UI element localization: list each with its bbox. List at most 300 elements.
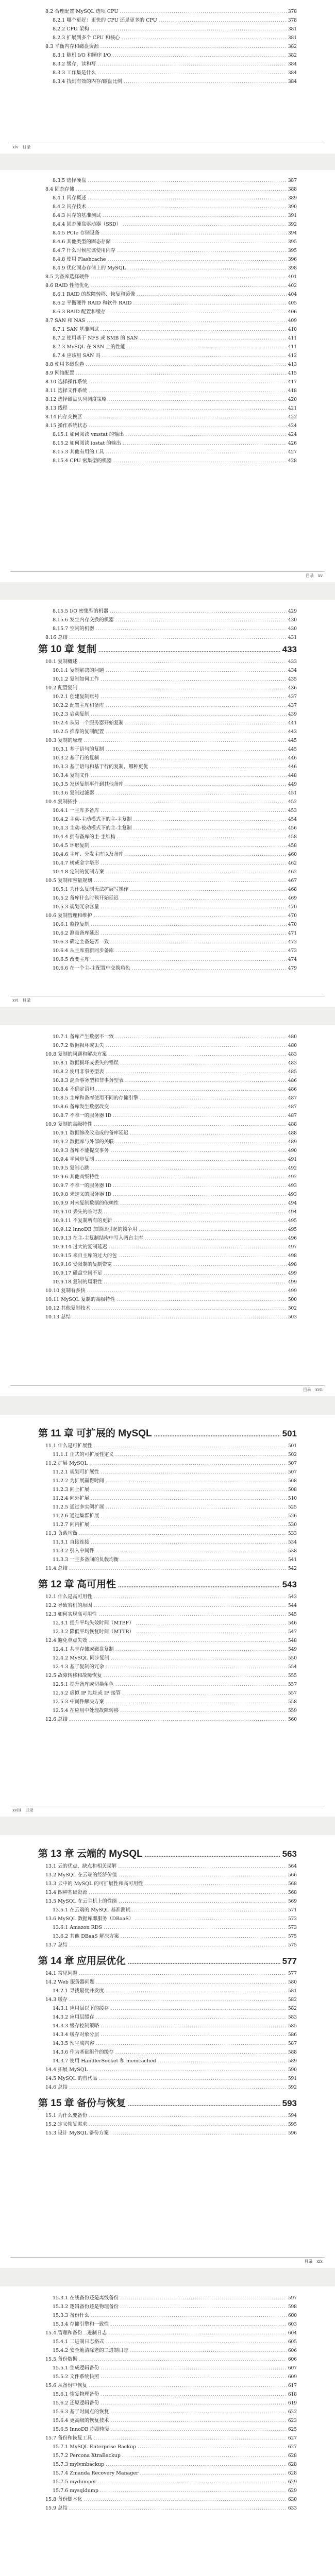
toc-entry[interactable] [38,255,297,264]
entry-title: 8.5 为备库选择硬件 [45,274,89,280]
toc-entry[interactable] [38,60,297,69]
leader-dots [88,194,287,202]
toc-entry[interactable] [38,1862,297,1871]
toc-entry[interactable] [38,33,297,42]
toc-entry[interactable] [38,675,297,684]
chapter-heading[interactable] [38,1426,297,1442]
entry-title: 11.3.3 一主多备间的负载均衡 [53,1557,119,1563]
toc-entry[interactable] [38,2129,297,2138]
page-6 [0,1835,335,2268]
toc-entry[interactable] [38,2022,297,2030]
toc-entry[interactable] [38,77,297,86]
toc-entry[interactable] [38,211,297,220]
toc-entry[interactable] [38,299,297,308]
toc-entry[interactable] [38,2416,297,2425]
entry-title: 8.7 SAN 和 NAS [45,318,86,324]
toc-entry[interactable] [38,2346,297,2355]
toc-entry[interactable] [38,2329,297,2337]
toc-entry[interactable] [38,1164,297,1173]
toc-entry[interactable] [38,1610,297,1619]
entry-title: 15.7.6 mysqldump [53,2488,98,2494]
toc-entry[interactable] [38,1671,297,1680]
entry-page-number: 446 [288,756,297,761]
toc-entry[interactable] [38,1923,297,1932]
entry-page-number: 489 [288,1140,297,1145]
leader-dots [113,1260,287,1269]
toc-entry[interactable] [38,911,297,920]
toc-entry[interactable] [38,938,297,946]
toc-entry[interactable] [38,69,297,77]
entry-page-number: 422 [288,415,297,420]
entry-page-number: 564 [288,1864,297,1869]
toc-entry[interactable] [38,1111,297,1120]
toc-entry[interactable] [38,841,297,850]
footer-label: 目录 [22,997,31,1003]
toc-entry[interactable] [38,1969,297,1978]
toc-entry[interactable] [38,1146,297,1155]
toc-entry[interactable] [38,745,297,754]
toc-entry[interactable] [38,1529,297,1538]
toc-entry[interactable] [38,1208,297,1216]
toc-entry[interactable] [38,421,297,430]
entry-page-number: 488 [288,1122,297,1127]
toc-entry[interactable] [38,273,297,281]
toc-entry[interactable] [38,1251,297,1260]
leader-dots [91,771,287,780]
toc-entry[interactable] [38,1645,297,1654]
toc-entry[interactable] [38,2486,297,2495]
toc-entry[interactable] [38,1032,297,1041]
toc-entry[interactable] [38,7,297,16]
toc-entry[interactable] [38,2443,297,2451]
toc-entry[interactable] [38,2083,297,2092]
toc-entry[interactable] [38,1879,297,1888]
toc-entry[interactable] [38,1181,297,1190]
toc-entry[interactable] [38,798,297,806]
leader-dots [106,727,287,736]
toc-entry[interactable] [38,2469,297,2478]
chapter-page-number: 433 [282,645,297,654]
footer-label: 目录 [25,1807,34,1812]
toc-entry[interactable] [38,194,297,202]
toc-entry[interactable] [38,2013,297,2022]
entry-title: 14.2 Web 服务器问题 [45,1979,95,1985]
toc-entry[interactable] [38,684,297,692]
toc-entry[interactable] [38,2311,297,2320]
leader-dots [106,745,287,754]
toc-entry[interactable] [38,1243,297,1251]
leader-dots [123,220,287,229]
toc-entry[interactable] [38,1313,297,1321]
toc-entry[interactable] [38,1914,297,1923]
entry-title: 15.7.1 MySQL Enterprise Backup [53,2444,137,2450]
toc-entry[interactable] [38,1442,297,1450]
chapter-heading[interactable] [38,1577,297,1592]
leader-dots [100,2486,287,2495]
toc-entry[interactable] [38,955,297,964]
entry-title: 11.1.1 正式的可扩展性定义 [53,1452,114,1458]
toc-entry[interactable] [38,220,297,229]
toc-entry[interactable] [38,666,297,675]
toc-entry[interactable] [38,929,297,938]
toc-entry[interactable] [38,1897,297,1906]
toc-entry[interactable] [38,2364,297,2372]
entry-title: 10.6.6 在一个主-主配置中交换角色 [53,965,130,971]
toc-entry[interactable] [38,946,297,955]
toc-entry[interactable] [38,2004,297,2013]
toc-entry[interactable] [38,1155,297,1164]
toc-entry[interactable] [38,1547,297,1555]
toc-entry[interactable] [38,378,297,386]
toc-entry[interactable] [38,238,297,246]
toc-entry[interactable] [38,1689,297,1698]
toc-entry[interactable] [38,885,297,894]
toc-entry[interactable] [38,2294,297,2302]
toc-entry[interactable] [38,833,297,841]
entry-page-number: 547 [288,1630,297,1635]
toc-entry[interactable] [38,903,297,911]
leader-dots [110,2416,287,2425]
toc-entry[interactable] [38,246,297,255]
toc-entry[interactable] [38,2451,297,2460]
entry-page-number: 558 [288,1700,297,1705]
entry-title: 10.4.1 一主库多备库 [53,808,99,814]
chapter-heading[interactable] [38,1954,297,1969]
toc-entry[interactable] [38,815,297,824]
leader-dots [120,2302,287,2311]
toc-entry[interactable] [38,1698,297,1706]
toc-entry[interactable] [38,2425,297,2434]
entry-title: 15.7.5 mydumper [53,2479,97,2485]
toc-entry[interactable] [38,2048,297,2057]
toc-entry[interactable] [38,1085,297,1094]
toc-entry[interactable] [38,868,297,876]
toc-entry[interactable] [38,2355,297,2364]
leader-dots [91,841,287,850]
toc-entry[interactable] [38,2434,297,2443]
entry-page-number: 378 [288,18,297,23]
toc-entry[interactable] [38,202,297,211]
toc-entry[interactable] [38,51,297,60]
entry-page-number: 569 [288,1899,297,1904]
toc-entry[interactable] [38,1503,297,1512]
toc-entry[interactable] [38,1041,297,1050]
toc-entry[interactable] [38,1138,297,1146]
toc-entry[interactable] [38,806,297,815]
toc-entry[interactable] [38,719,297,727]
toc-entry[interactable] [38,1477,297,1485]
entry-title: 13.7 总结 [45,1942,68,1948]
toc-entry[interactable] [38,1173,297,1181]
leader-dots [113,456,287,465]
toc-entry[interactable] [38,2111,297,2120]
toc-entry[interactable] [38,1234,297,1243]
toc-entry[interactable] [38,624,297,633]
leader-dots [94,911,287,920]
toc-entry[interactable] [38,607,297,616]
toc-entry[interactable] [38,824,297,833]
leader-dots [159,16,287,25]
entry-page-number: 595 [288,2122,297,2127]
leader-dots [117,246,287,255]
toc-entry[interactable] [38,633,297,642]
toc-entry[interactable] [38,1592,297,1601]
toc-entry[interactable] [38,859,297,868]
entry-title: 8.15.3 其他有用的工具 [53,449,104,455]
entry-title: 10.4.8 定制的复制方案 [53,869,104,875]
toc-entry[interactable] [38,264,297,273]
toc-entry[interactable] [38,727,297,736]
toc-list [38,607,297,1002]
toc-entry[interactable] [38,710,297,719]
toc-entry[interactable] [38,1555,297,1564]
toc-entry[interactable] [38,351,297,360]
leader-dots [94,1442,287,1450]
footer-label: 目录 [303,1387,311,1392]
toc-entry[interactable] [38,754,297,762]
entry-page-number: 434 [288,668,297,673]
entry-title: 10.8.5 主库和备库使用不同的存储引擎 [53,1095,139,1101]
toc-entry[interactable] [38,1225,297,1234]
entry-page-number: 471 [288,931,297,936]
leader-dots [69,2504,287,2513]
toc-entry[interactable] [38,1050,297,1059]
toc-entry[interactable] [38,2460,297,2469]
toc-entry[interactable] [38,850,297,859]
toc-entry[interactable] [38,290,297,299]
toc-entry[interactable] [38,1987,297,1995]
leader-dots [111,1654,287,1663]
page-footer [10,996,325,1004]
toc-entry[interactable] [38,1304,297,1313]
entry-title: 8.11 选择文件系统 [45,388,88,394]
toc-entry[interactable] [38,2120,297,2129]
toc-entry[interactable] [38,1715,297,1724]
toc-entry[interactable] [38,692,297,701]
toc-entry[interactable] [38,1286,297,1295]
toc-entry[interactable] [38,369,297,378]
entry-page-number: 431 [288,635,297,640]
leader-dots [103,211,287,220]
toc-entry[interactable] [38,456,297,465]
toc-entry[interactable] [38,1216,297,1225]
entry-title: 10.1.1 复制解决的问题 [53,668,104,673]
leader-dots [119,1251,287,1260]
toc-entry[interactable] [38,616,297,624]
toc-entry[interactable] [38,176,297,185]
toc-entry[interactable] [38,894,297,903]
entry-title: 15.6 从备份中恢复 [45,2383,88,2388]
toc-entry[interactable] [38,1059,297,1067]
entry-page-number: 406 [288,310,297,315]
toc-entry[interactable] [38,281,297,290]
toc-entry[interactable] [38,2337,297,2346]
toc-entry[interactable] [38,2065,297,2074]
toc-entry[interactable] [38,1888,297,1897]
toc-entry[interactable] [38,1941,297,1950]
toc-entry[interactable] [38,1538,297,1547]
toc-entry[interactable] [38,876,297,885]
leader-dots [149,762,287,771]
toc-entry[interactable] [38,1450,297,1459]
entry-title: 8.6.1 RAID 的故障转移、恢复和镜像 [53,292,136,297]
toc-entry[interactable] [38,2390,297,2399]
toc-entry[interactable] [38,920,297,929]
toc-entry[interactable] [38,657,297,666]
toc-entry[interactable] [38,2320,297,2329]
toc-entry[interactable] [38,964,297,973]
entry-page-number: 483 [288,1052,297,1057]
toc-entry[interactable] [38,430,297,439]
toc-entry[interactable] [38,395,297,404]
toc-entry[interactable] [38,1260,297,1269]
toc-entry[interactable] [38,2074,297,2083]
toc-entry[interactable] [38,1067,297,1076]
toc-entry[interactable] [38,1636,297,1645]
toc-entry[interactable] [38,2478,297,2486]
page-gap [0,2268,335,2286]
entry-title: 10.1 复制概述 [45,659,78,665]
leader-dots [128,1954,280,1969]
toc-entry[interactable] [38,413,297,421]
chapter-heading[interactable] [38,2096,297,2111]
toc-entry[interactable] [38,386,297,395]
toc-entry[interactable] [38,1512,297,1520]
entry-title: 10.9.11 不复制所有的更新 [53,1218,112,1224]
entry-page-number: 500 [288,1297,297,1302]
toc-entry[interactable] [38,229,297,238]
leader-dots [130,1129,287,1138]
entry-page-number: 625 [288,2427,297,2432]
entry-title: 10.4.6 主库、分发主库以及备库 [53,852,124,857]
toc-entry[interactable] [38,2381,297,2390]
chapter-page-number: 563 [282,1849,297,1859]
entry-title: 10.5.3 规划冗余容量 [53,904,99,910]
entry-page-number: 566 [288,1873,297,1878]
entry-page-number: 589 [288,2059,297,2064]
toc-entry[interactable] [38,780,297,789]
chapter-page-number: 593 [282,2098,297,2108]
toc-entry[interactable] [38,325,297,334]
entry-title: 8.2 合理配置 MySQL 选项 CPU [45,9,119,14]
toc-entry[interactable] [38,1199,297,1208]
toc-entry[interactable] [38,1906,297,1914]
entry-title: 8.2.2 CPU 架构 [53,26,89,32]
leader-dots [102,351,287,360]
toc-entry[interactable] [38,404,297,413]
toc-entry[interactable] [38,771,297,780]
toc-entry[interactable] [38,1871,297,1879]
toc-entry[interactable] [38,308,297,316]
toc-entry[interactable] [38,1663,297,1671]
entry-page-number: 586 [288,2032,297,2038]
toc-entry[interactable] [38,1459,297,1468]
toc-entry[interactable] [38,1468,297,1477]
toc-entry[interactable] [38,2057,297,2065]
leader-dots [88,202,287,211]
toc-entry[interactable] [38,789,297,798]
entry-title: 8.12 选择磁盘队列调度策略 [45,397,107,402]
entry-title: 10.9.17 磁盘空间不足 [53,1270,103,1276]
toc-entry[interactable] [38,762,297,771]
toc-entry[interactable] [38,2039,297,2048]
entry-page-number: 394 [288,231,297,236]
leader-dots [139,1225,287,1234]
entry-title: 10.2 配置复制 [45,685,78,691]
toc-entry[interactable] [38,25,297,33]
toc-entry[interactable] [38,1654,297,1663]
toc-entry[interactable] [38,42,297,51]
leader-dots [91,281,287,290]
toc-entry[interactable] [38,1995,297,2004]
toc-entry[interactable] [38,1485,297,1494]
toc-entry[interactable] [38,1601,297,1610]
toc-entry[interactable] [38,2372,297,2381]
toc-entry[interactable] [38,1706,297,1715]
toc-entry[interactable] [38,439,297,448]
toc-entry[interactable] [38,316,297,325]
toc-entry[interactable] [38,1628,297,1636]
toc-entry[interactable] [38,1190,297,1199]
toc-entry[interactable] [38,360,297,369]
toc-entry[interactable] [38,185,297,194]
toc-entry[interactable] [38,736,297,745]
toc-entry[interactable] [38,1094,297,1103]
toc-entry[interactable] [38,1076,297,1085]
toc-entry[interactable] [38,343,297,351]
toc-entry[interactable] [38,1120,297,1129]
toc-entry[interactable] [38,1129,297,1138]
toc-entry[interactable] [38,334,297,343]
entry-title: 15.5 备份数据 [45,2357,78,2362]
toc-entry[interactable] [38,1520,297,1529]
toc-entry[interactable] [38,2495,297,2504]
chapter-heading[interactable] [38,642,297,657]
toc-entry[interactable] [38,448,297,456]
toc-entry[interactable] [38,1619,297,1628]
toc-entry[interactable] [38,1269,297,1278]
toc-entry[interactable] [38,2302,297,2311]
entry-page-number: 411 [288,336,297,341]
entry-title: 10.3 复制的原理 [45,738,82,743]
leader-dots [113,1181,287,1190]
toc-entry[interactable] [38,701,297,710]
toc-entry[interactable] [38,2030,297,2039]
toc-entry[interactable] [38,1564,297,1573]
entry-page-number: 492 [288,1166,297,1171]
entry-title: 10.7.2 数据损坏或丢失 [53,1043,104,1048]
toc-entry[interactable] [38,1295,297,1304]
toc-entry[interactable] [38,2408,297,2416]
entry-title: 14.1 常见问题 [45,1971,78,1976]
leader-dots [115,1680,287,1689]
toc-entry[interactable] [38,1278,297,1286]
toc-entry[interactable] [38,2399,297,2408]
toc-entry[interactable] [38,16,297,25]
toc-entry[interactable] [38,1680,297,1689]
leader-dots [100,675,287,684]
toc-entry[interactable] [38,1494,297,1503]
entry-page-number: 398 [288,266,297,271]
chapter-heading[interactable] [38,1846,297,1862]
entry-page-number: 384 [288,62,297,67]
entry-page-number: 604 [288,2331,297,2336]
entry-title: 8.7.1 SAN 基准测试 [53,327,99,332]
toc-entry[interactable] [38,1932,297,1941]
toc-entry[interactable] [38,1103,297,1111]
toc-entry[interactable] [38,1978,297,1987]
toc-entry[interactable] [38,2504,297,2513]
